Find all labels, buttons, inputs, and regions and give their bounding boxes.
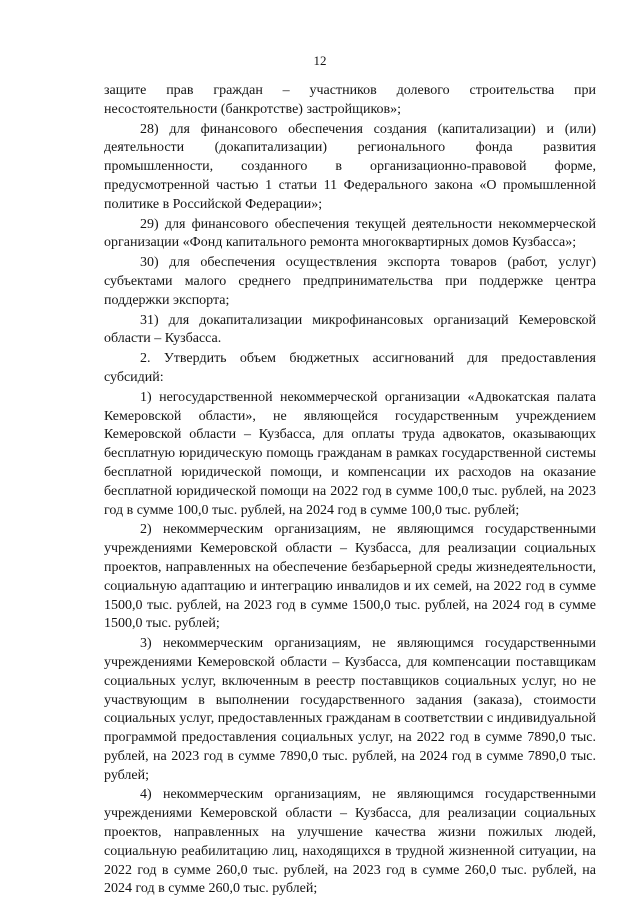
paragraph-item-30: 30) для обеспечения осуществления экспорта товаров (работ, услуг) субъектами малого среднего предпринимательства при поддержке центра поддержки экспорта; <box>104 255 596 308</box>
page-number: 12 <box>313 53 327 68</box>
paragraph-subsidy-3: 3) некоммерческим организациям, не являющимся государственными учреждениями Кемеровской области – Кузбасса, для компенсации поставщикам социальных услуг, включенным в реестр поставщиков социальных услуг, но не участвующим в выполнении государственного задания (заказа), стоимости социальных услуг, предоставленных гражданам в соответствии с индивидуальной программой предоставления социальных услуг, на 2022 год в сумме 7890,0 тыс. рублей, на 2023 год в сумме 7890,0 тыс. рублей, на 2024 год в сумме 7890,0 тыс. рублей; <box>104 636 596 783</box>
paragraph-item-29: 29) для финансового обеспечения текущей деятельности некоммерческой организации «Фонд капитального ремонта многоквартирных домов Кузбасса»; <box>104 216 596 251</box>
document-body <box>104 82 596 899</box>
paragraph-1: защите прав граждан – участников долевого строительства при несостоятельности (банкротстве) застройщиков»; <box>104 83 596 117</box>
paragraph-item-28: 28) для финансового обеспечения создания (капитализации) и (или) деятельности (докапитализации) регионального фонда развития промышленности, созданного в организационно-правовой форме, предусмотренной частью 1 статьи 11 Федерального закона «О промышленной политике в Российской Федерации»; <box>104 121 596 212</box>
paragraph-subsidy-4: 4) некоммерческим организациям, не являющимся государственными учреждениями Кемеровской области – Кузбасса, для реализации социальных проектов, направленных на улучшение качества жизни пожилых людей, социальную реабилитацию лиц, находящихся в трудной жизненной ситуации, на 2022 год в сумме 260,0 тыс. рублей, на 2023 год в сумме 260,0 тыс. рублей, на 2024 год в сумме 260,0 тыс. рублей; <box>104 787 596 897</box>
paragraph-item-31: 31) для докапитализации микрофинансовых организаций Кемеровской области – Кузбасса. <box>104 312 596 347</box>
paragraph-section-2: 2. Утвердить объем бюджетных ассигнований для предоставления субсидий: <box>104 351 596 385</box>
paragraph-subsidy-2: 2) некоммерческим организациям, не являющимся государственными учреждениями Кемеровской области – Кузбасса, для реализации социальных проектов, направленных на обеспечение безбарьерной среды жизнедеятельности, социальную адаптацию и интеграцию инвалидов и их семей, на 2022 год в сумме 1500,0 тыс. рублей, на 2023 год в сумме 1500,0 тыс. рублей, на 2024 год в сумме 1500,0 тыс. рублей; <box>104 522 596 632</box>
paragraph-subsidy-1: 1) негосударственной некоммерческой организации «Адвокатская палата Кемеровской области», не являющейся государственным учреждением Кемеровской области – Кузбасса, для оплаты труда адвокатов, оказывающих бесплатную юридическую помощь гражданам в рамках государственной системы бесплатной юридической помощи, и компенсации их расходов на оказание бесплатной юридической помощи на 2022 год в сумме 100,0 тыс. рублей, на 2023 год в сумме 100,0 тыс. рублей, на 2024 год в сумме 100,0 тыс. рублей; <box>104 389 596 518</box>
